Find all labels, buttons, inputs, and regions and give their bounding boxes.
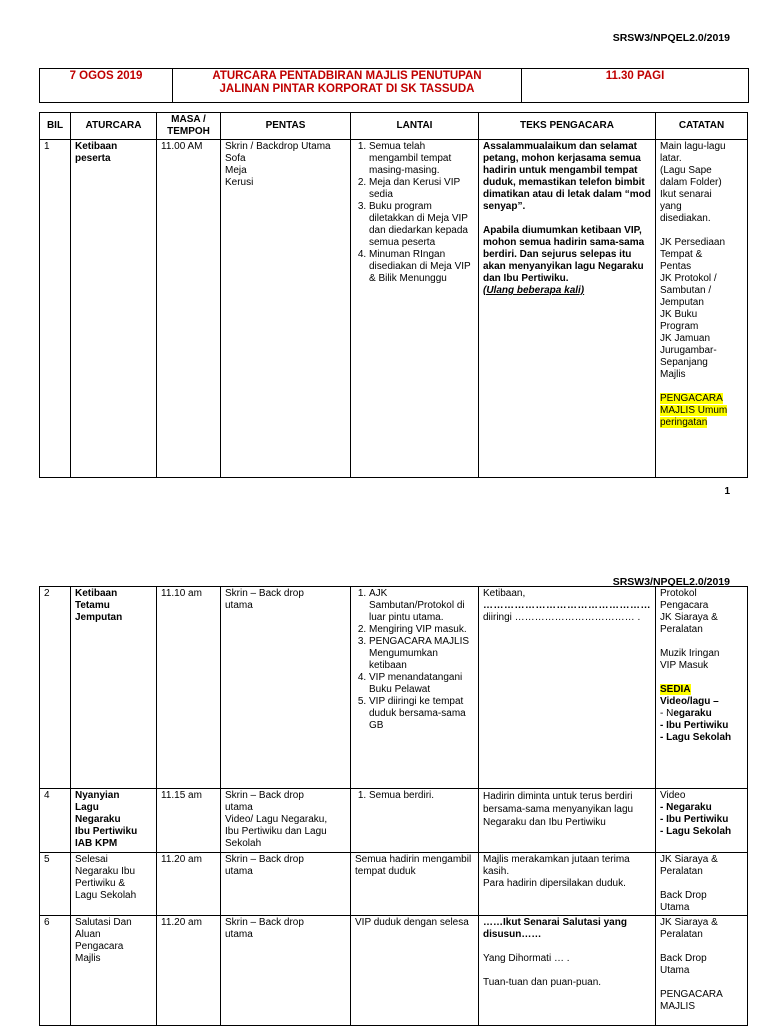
teks-line: Para hadirin dipersilakan duduk. [483, 878, 626, 889]
catatan-line: Video/lagu – [660, 696, 719, 707]
catatan-line: JK Persediaan [660, 237, 726, 248]
table-row [40, 916, 748, 1026]
row-pentas [221, 916, 351, 1026]
aturcara-line: Negaraku Ibu [75, 866, 136, 877]
row-catatan [656, 916, 748, 1026]
row-lantai: Semua hadirin mengambil tempat duduk [351, 853, 479, 916]
catatan-line: Ikut senarai [660, 189, 712, 200]
col-bil: BIL [40, 113, 71, 140]
col-aturcara: ATURCARA [71, 113, 157, 140]
table-row [40, 140, 748, 478]
pentas-line: Kerusi [225, 177, 254, 188]
row-catatan [656, 789, 748, 853]
highlighted-note: SEDIA [660, 684, 691, 695]
catatan-line: JK Siaraya & [660, 854, 718, 865]
column-header-row [40, 113, 748, 140]
row-aturcara [71, 916, 157, 1026]
row-bil: 2 [40, 587, 71, 789]
col-pentas: PENTAS [221, 113, 351, 140]
catatan-line: Peralatan [660, 866, 703, 877]
aturcara-line: Ketibaan [75, 588, 118, 599]
row-bil: 4 [40, 789, 71, 853]
table-row [40, 789, 748, 853]
lantai-list [355, 790, 474, 802]
aturcara-line: Salutasi Dan [75, 917, 132, 928]
list-item: 2. Mengiring VIP masuk. [369, 624, 474, 636]
row-masa: 11.20 am [157, 916, 221, 1026]
row-aturcara [71, 140, 157, 478]
catatan-line: Sepanjang [660, 357, 708, 368]
lantai-list [355, 588, 474, 732]
pentas-line: utama [225, 802, 253, 813]
list-item: 1. Semua berdiri. [369, 790, 474, 802]
teks-note: (Ulang beberapa kali) [483, 285, 585, 296]
catatan-line: Video [660, 790, 686, 801]
catatan-line: - Ibu Pertiwiku [660, 814, 729, 825]
row-pentas [221, 789, 351, 853]
list-item: 2. Meja dan Kerusi VIP sedia [369, 177, 474, 201]
catatan-line: yang [660, 201, 682, 212]
row-teks-pengacara: Hadirin diminta untuk terus berdiri bersama-sama menyanyikan lagu Negaraku dan Ibu Pertiwiku [479, 789, 656, 853]
catatan-line: Peralatan [660, 624, 703, 635]
programme-table-page-1 [39, 112, 748, 478]
col-teks-pengacara: TEKS PENGACARA [479, 113, 656, 140]
list-item: 3. Buku program diletakkan di Meja VIP dan diedarkan kepada semua peserta [369, 201, 474, 249]
catatan-line: VIP Masuk [660, 660, 709, 671]
pentas-line: Skrin – Back drop [225, 854, 304, 865]
teks-line: diiringi ……………………………… . [483, 612, 641, 623]
header-time: 11.30 PAGI [522, 69, 749, 103]
aturcara-line: Majlis [75, 953, 101, 964]
row-pentas [221, 853, 351, 916]
catatan-fragment: - N [660, 708, 674, 719]
pentas-line: utama [225, 866, 253, 877]
col-catatan: CATATAN [656, 113, 748, 140]
catatan-line: MAJLIS [660, 1001, 696, 1012]
pentas-line: Skrin – Back drop [225, 917, 304, 928]
catatan-line: PENGACARA [660, 989, 723, 1000]
header-title-line-2: JALINAN PINTAR KORPORAT DI SK TASSUDA [219, 83, 475, 95]
list-item: 1. AJK Sambutan/Protokol di luar pintu utama. [369, 588, 474, 624]
aturcara-line: Pengacara [75, 941, 124, 952]
row-masa: 11.20 am [157, 853, 221, 916]
row-catatan [656, 587, 748, 789]
catatan-line: Jemputan [660, 297, 704, 308]
list-item: 5. VIP diiringi ke tempat duduk bersama-sama GB [369, 696, 474, 732]
teks-paragraph: Assalammualaikum dan selamat petang, mohon kerjasama semua hadirin untuk mengambil tempat duduk, memastikan telefon bimbit dimatikan atau di letak dalam “mod senyap”. [483, 141, 651, 212]
catatan-line: dalam Folder) [660, 177, 722, 188]
row-lantai [351, 140, 479, 478]
catatan-line: - Lagu Sekolah [660, 826, 732, 837]
row-masa: 11.00 AM [157, 140, 221, 478]
pentas-line: utama [225, 600, 253, 611]
teks-line: Tuan-tuan dan puan-puan. [483, 977, 602, 988]
catatan-line: Jurugambar- [660, 345, 717, 356]
row-masa: 11.10 am [157, 587, 221, 789]
catatan-line: Back Drop [660, 953, 707, 964]
catatan-line: Main lagu-lagu [660, 141, 726, 152]
catatan-line: Sambutan / [660, 285, 712, 296]
aturcara-line: Nyanyian [75, 790, 120, 801]
list-item: 4. VIP menandatangani Buku Pelawat [369, 672, 474, 696]
catatan-line: Utama [660, 902, 690, 913]
teks-paragraph: Apabila diumumkan ketibaan VIP, mohon semua hadirin sama-sama berdiri. Dan sejurus selepas itu akan menyanyikan lagu Negaraku dan Ibu Pertiwiku. [483, 225, 645, 284]
aturcara-line: Lagu Sekolah [75, 890, 137, 901]
catatan-line: Tempat & [660, 249, 703, 260]
row-bil: 5 [40, 853, 71, 916]
catatan-line: Muzik Iringan [660, 648, 720, 659]
row-bil: 1 [40, 140, 71, 478]
teks-line: Yang Dihormati … . [483, 953, 570, 964]
document-code: SRSW3/NPQEL2.0/2019 [612, 32, 730, 44]
aturcara-line: Pertiwiku & [75, 878, 126, 889]
row-aturcara [71, 587, 157, 789]
pentas-line: Skrin – Back drop [225, 588, 304, 599]
catatan-line: Peralatan [660, 929, 703, 940]
aturcara-line: peserta [75, 153, 111, 164]
catatan-line: Protokol [660, 588, 697, 599]
pentas-line: Sofa [225, 153, 246, 164]
aturcara-line: Ketibaan [75, 141, 118, 152]
table-row [40, 587, 748, 789]
row-masa: 11.15 am [157, 789, 221, 853]
header-table [39, 68, 749, 103]
catatan-line: Program [660, 321, 699, 332]
highlighted-note: PENGACARA [660, 393, 723, 404]
row-teks-pengacara [479, 853, 656, 916]
catatan-fragment: egaraku [673, 708, 712, 719]
row-catatan [656, 140, 748, 478]
pentas-line: Meja [225, 165, 247, 176]
aturcara-line: IAB KPM [75, 838, 118, 849]
highlighted-note: MAJLIS Umum [660, 405, 728, 416]
row-teks-pengacara [479, 587, 656, 789]
header-title [173, 69, 522, 103]
table-row [40, 853, 748, 916]
aturcara-line: Selesai [75, 854, 108, 865]
row-lantai: VIP duduk dengan selesa [351, 916, 479, 1026]
col-lantai: LANTAI [351, 113, 479, 140]
list-item: 3. PENGACARA MAJLIS Mengumumkan ketibaan [369, 636, 474, 672]
row-lantai [351, 789, 479, 853]
catatan-line: JK Protokol / [660, 273, 717, 284]
pentas-line: Video/ Lagu Negaraku, [225, 814, 328, 825]
catatan-line: - Ibu Pertiwiku [660, 720, 729, 731]
row-aturcara [71, 789, 157, 853]
catatan-line: Back Drop [660, 890, 707, 901]
row-pentas [221, 140, 351, 478]
row-lantai [351, 587, 479, 789]
catatan-line: Majlis [660, 369, 686, 380]
pentas-line: Skrin / Backdrop Utama [225, 141, 331, 152]
catatan-line: Pentas [660, 261, 692, 272]
list-item: 1. Semua telah mengambil tempat masing-masing. [369, 141, 474, 177]
list-item: 4. Minuman RIngan disediakan di Meja VIP & Bilik Menunggu [369, 249, 474, 285]
catatan-line: Pengacara [660, 600, 709, 611]
aturcara-line: Tetamu [75, 600, 110, 611]
aturcara-line: Lagu [75, 802, 99, 813]
highlighted-note: peringatan [660, 417, 708, 428]
catatan-line: JK Jamuan [660, 333, 711, 344]
header-title-line-1: ATURCARA PENTADBIRAN MAJLIS PENUTUPAN [212, 70, 482, 82]
catatan-line: - Negaraku [660, 802, 712, 813]
teks-line: ……Ikut Senarai Salutasi yang disusun…… [483, 917, 627, 940]
row-teks-pengacara [479, 140, 656, 478]
page-number: 1 [724, 486, 730, 497]
catatan-line: disediakan. [660, 213, 711, 224]
col-masa-line-1: MASA / [171, 114, 206, 125]
row-catatan [656, 853, 748, 916]
catatan-line: JK Siaraya & [660, 612, 718, 623]
row-pentas [221, 587, 351, 789]
pentas-line: Ibu Pertiwiku dan Lagu [225, 826, 327, 837]
pentas-line: Skrin – Back drop [225, 790, 304, 801]
aturcara-line: Jemputan [75, 612, 123, 623]
document-code: SRSW3/NPQEL2.0/2019 [612, 576, 730, 588]
programme-table-page-2 [39, 586, 748, 1026]
teks-line: ………………………………………… [483, 600, 651, 611]
header-date: 7 OGOS 2019 [40, 69, 173, 103]
aturcara-line: Aluan [75, 929, 101, 940]
col-masa [157, 113, 221, 140]
aturcara-line: Negaraku [75, 814, 121, 825]
catatan-line: - Lagu Sekolah [660, 732, 732, 743]
col-masa-line-2: TEMPOH [167, 126, 210, 137]
lantai-list [355, 141, 474, 285]
row-teks-pengacara [479, 916, 656, 1026]
catatan-line: JK Siaraya & [660, 917, 718, 928]
catatan-line: (Lagu Sape [660, 165, 712, 176]
catatan-line: JK Buku [660, 309, 698, 320]
row-bil: 6 [40, 916, 71, 1026]
catatan-line: latar. [660, 153, 682, 164]
catatan-line: Utama [660, 965, 690, 976]
teks-line: Majlis merakamkan jutaan terima kasih. [483, 854, 630, 877]
pentas-line: Sekolah [225, 838, 262, 849]
row-aturcara [71, 853, 157, 916]
pentas-line: utama [225, 929, 253, 940]
aturcara-line: Ibu Pertiwiku [75, 826, 138, 837]
teks-line: Ketibaan, [483, 588, 526, 599]
